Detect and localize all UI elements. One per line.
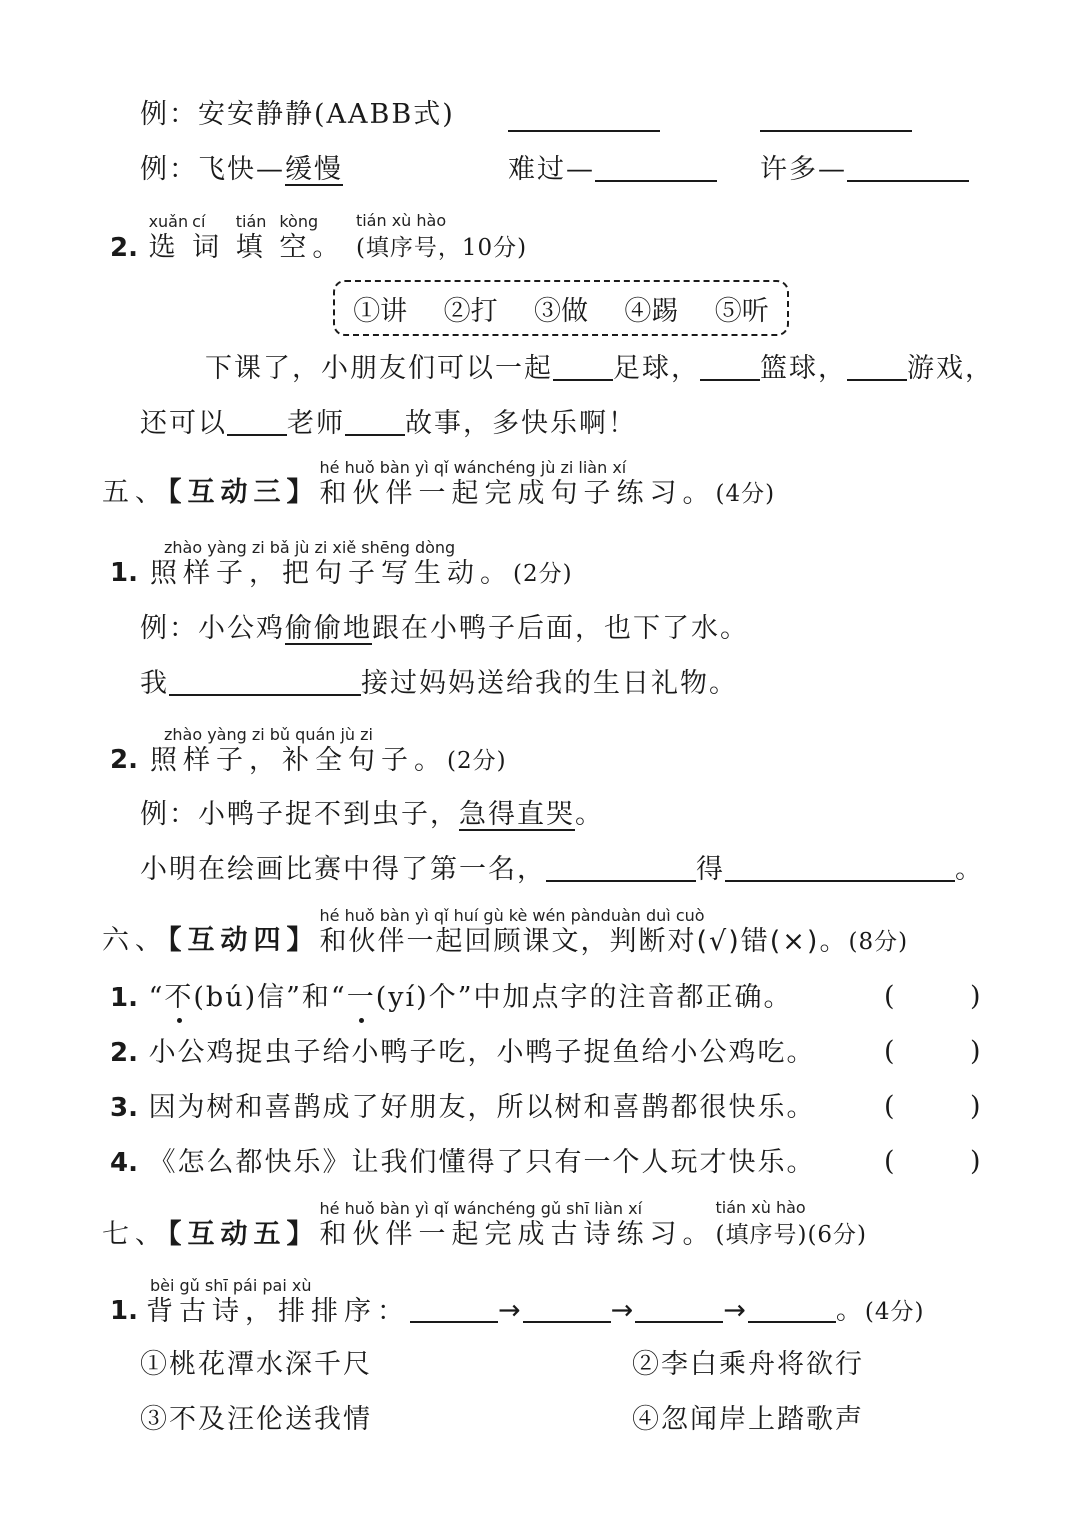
section-5-q1-heading: 1. zhào yàng zi bǎ jù zi xiě shēng dòng 照样子，把句子写生动。(2分) [110,538,573,589]
section-5-q2-heading: 2. zhào yàng zi bǔ quán jù zi 照样子，补全句子。(2分) [110,725,507,776]
antonym-item-1: 难过— [508,153,717,187]
order-blank-1[interactable] [410,1295,498,1323]
section-7-heading: 七、【互动五】 hé huǒ bàn yì qǐ wánchéng gǔ shī liàn xí 和伙伴一起完成古诗练习。 tián xù hào (填序号)(6分) [102,1198,868,1250]
judge-item-4: 4. 《怎么都快乐》让我们懂得了只有一个人玩才快乐。 [110,1147,816,1178]
antonym-blank-1[interactable] [595,154,717,182]
fill-blank-4[interactable] [227,408,287,436]
section-5-heading: 五、【互动三】 hé huǒ bàn yì qǐ wánchéng jù zi liàn xí 和伙伴一起完成句子练习。(4分) [102,458,776,509]
fill-blank-3[interactable] [847,353,907,381]
word-options-box [333,280,789,336]
poem-line-2: ②李白乘舟将欲行 [632,1349,864,1380]
judge-item-1: 1. “不(bú)信”和“一(yí)个”中加点字的注音都正确。 [110,982,793,1013]
dotted-char-1: 不 [164,982,194,1013]
judge-item-3: 3. 因为树和喜鹊成了好朋友，所以树和喜鹊都很快乐。 [110,1092,816,1123]
antonym-item-2: 许多— [760,153,969,187]
section-5-q2-example: 例：小鸭子捉不到虫子，急得直哭。 [140,799,604,830]
dotted-char-2: 一 [346,982,376,1013]
antonym-blank-2[interactable] [847,154,969,182]
order-blank-3[interactable] [635,1295,723,1323]
section-5-q2-task: 小明在绘画比赛中得了第一名， 得 。 [140,854,984,885]
judge-answer-1[interactable] [900,984,966,1014]
example-antonym: 例：飞快—缓慢 [140,154,343,185]
judge-item-2: 2. 小公鸡捉虫子给小鸭子吃，小鸭子捉鱼给小公鸡吃。 [110,1037,816,1068]
antonym-example-answer: 缓慢 [285,154,343,185]
example-aabb-text: 例：安安静静(AABB式) [140,99,455,130]
question-2-heading: 2. xuǎn 选 cí 词 tián 填 kòng 空。 tián xù hào (填序号，10分) [110,211,528,263]
q1-answer-blank[interactable] [169,668,361,696]
worksheet-page: 例：安安静静(AABB式) 例：飞快—缓慢 难过— 许多— 2. xuǎn 选 cí 词 tián 填 kòng 空。 tián xù hào (填序号，10分) ①讲 ②打 ③做 ④踢 ⑤听 下课了，小朋友们可以一起 足球， 篮球， 游戏， 还可以 老师 故事，多快乐啊！ 五、【互动三】 hé huǒ bàn yì qǐ wánchéng jù zi liàn xí 和伙伴一起完成句子练习。(4分) 1. zhào yàng zi bǎ jù zi xiě shēng dòng 照样子，把句子写生动。(2分) 例：小公鸡偷偷地跟在小鸭子后面，也下了水。 我 接过妈妈送给我的生日礼物。 2. zhào yàng zi bǔ quán jù zi 照样子，补全句子。(2分) 例：小鸭子捉不到虫子，急得直哭。 小明在绘画比赛中得了第一名， 得 。 六、【互动四】 hé huǒ bàn yì qǐ huí gù kè wén pànduàn duì cuò 和伙伴一起回顾课文，判断对(√)错(×)。(8分) 1. “不(bú)信”和“一(yí)个”中加点字的注音都正确。 ( ) 2. 小公鸡捉虫子给小鸭子吃，小鸭子捉鱼给小公鸡吃。 ( ) 3. 因为树和喜鹊成了好朋友，所以树和喜鹊都很快乐。 ( ) 4. 《怎么都快乐》让我们懂得了只有一个人玩才快乐。 ( ) 七、【互动五】 hé huǒ bàn yì qǐ wánchéng gǔ shī liàn xí 和伙伴一起完成古诗练习。 tián xù hào (填序号)(6分) 1. bèi gǔ shī pái pai xù 背古诗，排排序： → → → 。(4分) ①桃花潭水深千尺 ②李白乘舟将欲行 ③不及汪伦送我情 ④忽闻岸上踏歌声 [102,99,994,1435]
judge-answer-4[interactable] [900,1149,966,1179]
poem-line-3: ③不及汪伦送我情 [140,1404,372,1435]
section-7-q1: 1. bèi gǔ shī pái pai xù 背古诗，排排序： → → → 。(4分) [110,1276,925,1327]
fill-blank-5[interactable] [345,408,405,436]
order-blank-2[interactable] [523,1295,611,1323]
example-aabb [140,98,455,132]
poem-line-4: ④忽闻岸上踏歌声 [632,1404,864,1435]
section-5-q1-example: 例：小公鸡偷偷地跟在小鸭子后面，也下了水。 [140,613,749,644]
order-blank-4[interactable] [748,1295,836,1323]
poem-line-1: ①桃花潭水深千尺 [140,1349,372,1380]
aabb-blank-2[interactable] [760,104,912,132]
option-4: ④踢 [624,295,679,327]
option-2: ②打 [443,295,498,327]
q2-answer-blank-1[interactable] [546,854,696,882]
option-3: ③做 [533,295,588,327]
fill-sentence-line-2: 还可以 老师 故事，多快乐啊！ [140,408,637,439]
option-1: ①讲 [353,295,408,327]
aabb-blank-1[interactable] [508,104,660,132]
fill-sentence-line-1: 下课了，小朋友们可以一起 足球， 篮球， 游戏， [205,353,994,384]
option-5: ⑤听 [714,295,769,327]
fill-blank-2[interactable] [700,353,760,381]
section-6-heading: 六、【互动四】 hé huǒ bàn yì qǐ huí gù kè wén pànduàn duì cuò 和伙伴一起回顾课文，判断对(√)错(×)。(8分) [102,906,909,957]
q2-answer-blank-2[interactable] [725,854,955,882]
section-5-q1-task: 我 接过妈妈送给我的生日礼物。 [140,668,738,699]
judge-answer-2[interactable] [900,1039,966,1069]
fill-blank-1[interactable] [553,353,613,381]
judge-answer-3[interactable] [900,1094,966,1124]
